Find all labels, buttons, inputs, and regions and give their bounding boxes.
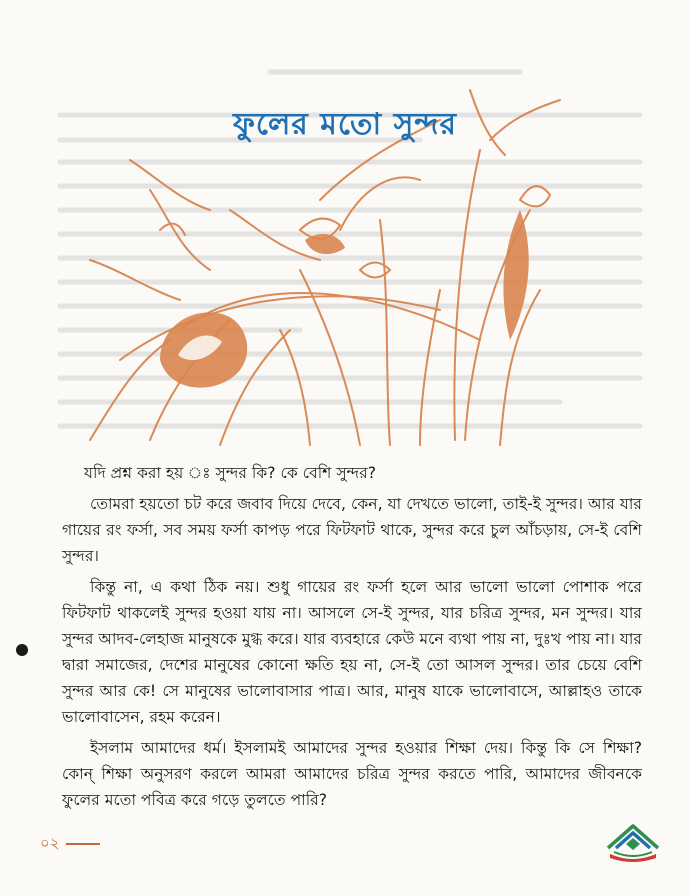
page-number: ০২ bbox=[40, 834, 60, 852]
paragraph: তোমরা হয়তো চট করে জবাব দিয়ে দেবে, কেন, যা দেখতে ভালো, তাই-ই সুন্দর। আর যার গায়ের রং ফর্সা, সব সময় ফর্সা কাপড় পরে ফিটফাট থাকে, সুন্দর করে চুল আঁচড়ায়, সে-ই বেশি সুন্দর। bbox=[62, 495, 642, 565]
publisher-logo-icon bbox=[604, 818, 662, 864]
paragraph-question: যদি প্রশ্ন করা হয় ঃ সুন্দর কি? কে বেশি সুন্দর? bbox=[84, 464, 376, 482]
paragraph: কিন্তু না, এ কথা ঠিক নয়। শুধু গায়ের রং ফর্সা হলে আর ভালো ভালো পোশাক পরে ফিটফাট থাকলেই সুন্দর হওয়া যায় না। আসলে সে-ই সুন্দর, যার চরিত্র সুন্দর, মন সুন্দর। যার সুন্দর আদব-লেহাজ মানুষকে মুগ্ধ করে। যার ব্যবহারে কেউ মনে ব্যথা পায় না, দুঃখ পায় না। যার দ্বারা সমাজের, দেশের মানুষের কোনো ক্ষতি হয় না, সে-ই তো আসল সুন্দর। তার চেয়ে বেশি সুন্দর আর কে! সে মানুষের ভালোবাসার পাত্র। আর, মানুষ যাকে ভালোবাসে, আল্লাহও তাকে ভালোবাসেন, রহম করেন। bbox=[62, 578, 642, 726]
body-text bbox=[62, 460, 642, 818]
page-title: ফুলের মতো সুন্দর bbox=[232, 107, 458, 142]
paragraph: ইসলাম আমাদের ধর্ম। ইসলামই আমাদের সুন্দর হওয়ার শিক্ষা দেয়। কিন্তু কি সে শিক্ষা? কোন্ শিক্ষা অনুসরণ করলে আমরা আমাদের চরিত্র সুন্দর করতে পারি, আমাদের জীবনকে ফুলের মতো পবিত্র করে গড়ে তুলতে পারি? bbox=[62, 739, 642, 809]
binding-hole bbox=[16, 644, 28, 656]
page-number-rule bbox=[66, 843, 100, 845]
